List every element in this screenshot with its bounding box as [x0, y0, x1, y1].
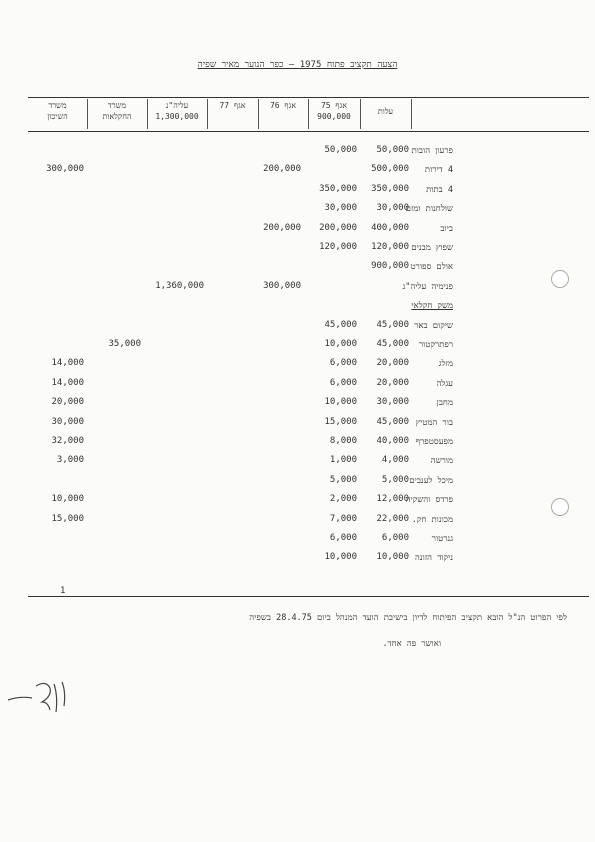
- cell-costs: 30,000: [376, 203, 409, 214]
- cell-costs: 50,000: [376, 145, 409, 155]
- cell-costs: 20,000: [376, 358, 409, 369]
- cell-budget75: 1,000: [329, 455, 357, 466]
- row-label: מזלג: [438, 359, 453, 370]
- cell-budget75: 5,000: [329, 474, 357, 485]
- cell-costs: 12,000: [376, 494, 409, 505]
- cell-budget76: 200,000: [263, 164, 301, 175]
- cell-budget75: 15,000: [324, 416, 357, 427]
- header-divider: [411, 99, 412, 129]
- cell-costs: 45,000: [376, 339, 409, 349]
- cell-budget75: 2,000: [329, 494, 357, 505]
- row-label: פרדס והשקיה: [405, 495, 453, 506]
- row-label: גנרטור: [431, 534, 453, 544]
- row-label: שולחנות ומזם: [405, 204, 453, 215]
- cell-costs: 40,000: [376, 436, 409, 446]
- header-aliya: עליה"נ 1,300,000: [155, 101, 199, 121]
- row-label: עגלה: [436, 378, 453, 389]
- row-label: שיקום באר: [414, 320, 453, 331]
- row-label: אולם ספורט: [410, 262, 453, 273]
- cell-budget75: 30,000: [324, 203, 357, 214]
- cell-ministry: 3,000: [56, 455, 84, 466]
- cell-costs: 30,000: [376, 397, 409, 408]
- binder-hole: [551, 498, 569, 516]
- cell-budget76: 300,000: [263, 280, 301, 291]
- cell-costs: 22,000: [376, 513, 409, 524]
- cell-costs: 4,000: [381, 455, 409, 466]
- cell-ministry: 14,000: [51, 358, 84, 369]
- cell-budget75: 200,000: [319, 222, 357, 233]
- cell-budget75: 50,000: [324, 145, 357, 155]
- binder-hole: [551, 270, 569, 288]
- cell-budget75: 7,000: [329, 513, 357, 524]
- cell-settlement: 35,000: [108, 339, 141, 349]
- header-agriculture-ministry: משרד החקלאות: [102, 101, 132, 121]
- cell-budget75: 10,000: [324, 397, 357, 408]
- row-label: מפעסטפרף: [415, 437, 453, 447]
- document-title: הצעה תקציב פתוח 1975 – כפר הנוער מאיר שפיה: [197, 60, 398, 70]
- cell-budget75: 10,000: [324, 339, 357, 349]
- handwritten-mark: [6, 676, 76, 716]
- table-header-rule: [28, 131, 589, 132]
- section-heading: משק חקלאי: [411, 301, 453, 312]
- cell-aliya: 1,360,000: [155, 280, 204, 291]
- cell-costs: 500,000: [371, 164, 409, 175]
- row-label: 4 דירות: [424, 165, 453, 176]
- cell-costs: 45,000: [376, 319, 409, 330]
- cell-ministry: 30,000: [51, 416, 84, 427]
- cell-costs: 350,000: [371, 183, 409, 194]
- cell-costs: 20,000: [376, 377, 409, 388]
- table-bottom-rule: [28, 596, 589, 597]
- cell-ministry: 10,000: [51, 494, 84, 505]
- header-budget-75: אגף 75 900,000: [317, 101, 351, 121]
- cell-costs: 120,000: [371, 242, 409, 252]
- row-label: ניקוד הזונה: [414, 553, 453, 564]
- cell-ministry: 32,000: [51, 436, 84, 446]
- cell-ministry: 15,000: [51, 513, 84, 524]
- row-label: מיכל לענבים: [409, 475, 453, 486]
- page-number: 1: [60, 586, 66, 596]
- cell-budget76: 200,000: [263, 222, 301, 233]
- cell-costs: 5,000: [381, 474, 409, 485]
- header-housing-ministry: משרד השיכון: [47, 101, 68, 121]
- cell-costs: 45,000: [376, 416, 409, 427]
- row-label: רפתרקטור: [418, 340, 453, 350]
- row-label: מחבן: [436, 398, 453, 409]
- row-label: ביוב: [440, 223, 453, 234]
- cell-ministry: 20,000: [51, 397, 84, 408]
- header-costs: עלות: [377, 107, 394, 116]
- approval-note-line-2: ואושר פה אחד.: [382, 639, 441, 649]
- row-label: מכונות חק.: [411, 514, 453, 525]
- cell-budget75: 350,000: [319, 183, 357, 194]
- header-budget-77: אגף 77: [219, 101, 246, 110]
- approval-note-line-1: לפי הפרוט הנ"ל הובא תקציב הפיתוח לדיון בישיבת הועד המנהל ביום 28.4.75 בשפיה: [249, 613, 567, 623]
- row-label: בור המטיץ: [415, 417, 453, 428]
- cell-budget75: 120,000: [319, 242, 357, 252]
- row-label: שפוץ מבנים: [411, 243, 453, 253]
- cell-budget75: 6,000: [329, 358, 357, 369]
- cell-budget75: 8,000: [329, 436, 357, 446]
- row-label: מורשה: [430, 456, 453, 467]
- row-label: פנימיה עליה"נ: [402, 281, 453, 292]
- cell-ministry: 300,000: [46, 164, 84, 175]
- cell-budget75: 10,000: [324, 552, 357, 563]
- cell-costs: 10,000: [376, 552, 409, 563]
- cell-costs: 400,000: [371, 222, 409, 233]
- cell-budget75: 45,000: [324, 319, 357, 330]
- row-label: פרעון הובות: [411, 146, 453, 156]
- header-budget-76: אגף 76: [269, 101, 297, 110]
- cell-costs: 900,000: [371, 261, 409, 272]
- cell-costs: 6,000: [381, 533, 409, 543]
- cell-budget75: 6,000: [329, 533, 357, 543]
- cell-ministry: 14,000: [51, 377, 84, 388]
- cell-budget75: 6,000: [329, 377, 357, 388]
- row-label: 4 בתות: [426, 184, 453, 195]
- table-top-rule: [28, 97, 589, 98]
